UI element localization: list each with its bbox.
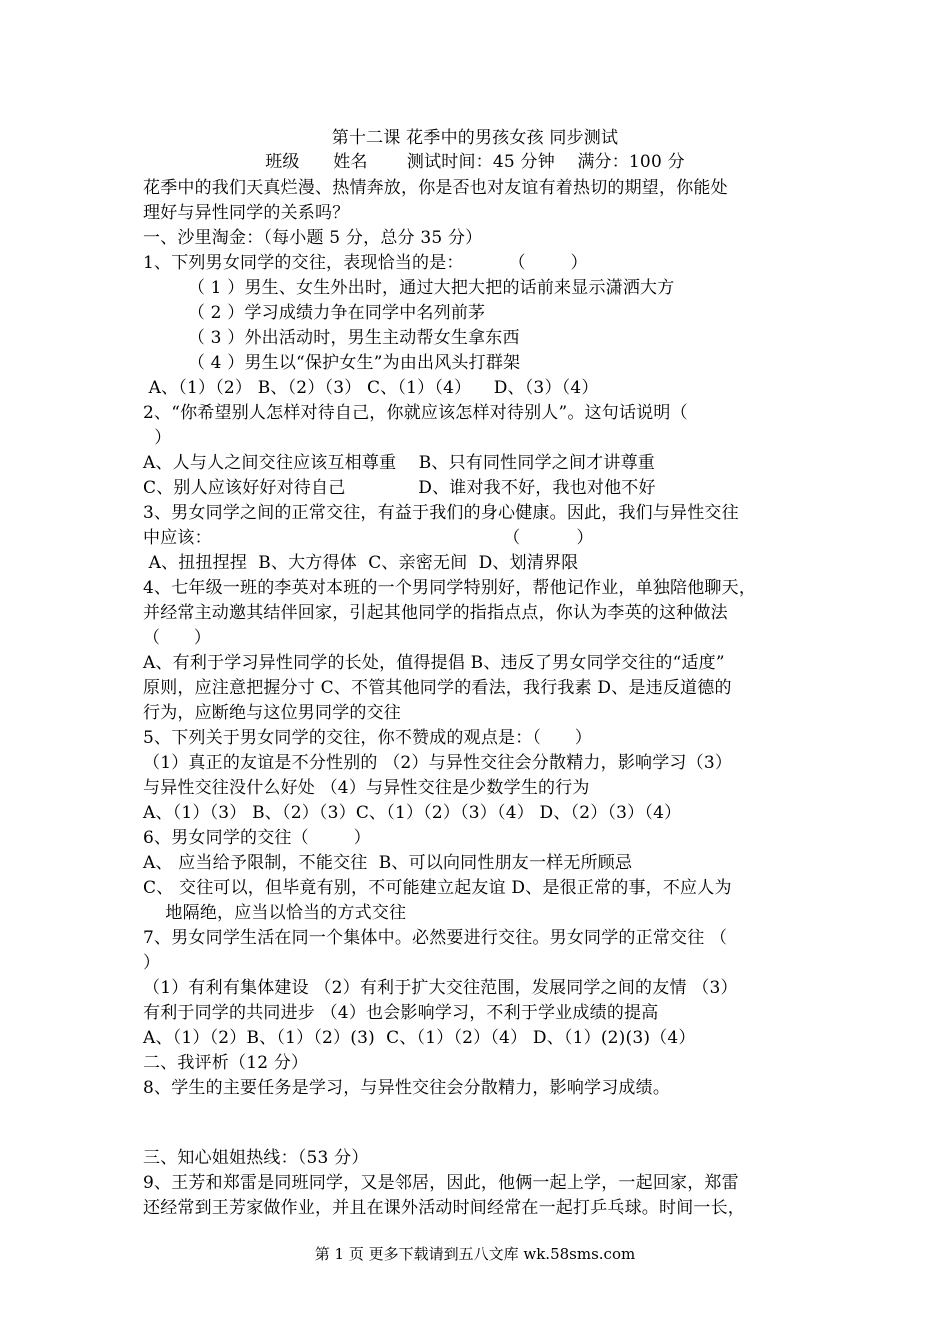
intro-line: 花季中的我们天真烂漫、热情奔放，你是否也对友谊有着热切的期望，你能处 — [143, 178, 728, 198]
answer-choices: 行为，应断绝与这位男同学的交往 — [143, 703, 401, 723]
section-heading: 一、沙里淘金：（每小题 5 分，总分 35 分） — [143, 228, 483, 248]
answer-choices: A、有利于学习异性同学的长处，值得提倡 B、违反了男女同学交往的“适度” — [143, 653, 725, 673]
question-line: 中应该： （ ） — [143, 528, 594, 548]
question-line: 1、下列男女同学的交往，表现恰当的是： （ ） — [143, 253, 588, 273]
question-line: ） — [143, 428, 172, 448]
answer-choices: C、 交往可以，但毕竟有别，不可能建立起友谊 D、是很正常的事，不应人为 — [143, 878, 732, 898]
option-line: （1）有利有集体建设 （2）有利于扩大交往范围，发展同学之间的友情 （3） — [143, 978, 738, 998]
question-line: 3、男女同学之间的正常交往，有益于我们的身心健康。因此，我们与异性交往 — [143, 503, 739, 523]
question-line: ） — [143, 953, 161, 973]
question-line: 9、王芳和郑雷是同班同学，又是邻居，因此，他俩一起上学，一起回家，郑雷 — [143, 1173, 739, 1193]
page-footer: 第 1 页 更多下载请到五八文库 wk.58sms.com — [314, 1245, 636, 1263]
answer-choices: A、扭扭捏捏 B、大方得体 C、亲密无间 D、划清界限 — [143, 553, 579, 573]
option-line: （ 3 ）外出活动时，男生主动帮女生拿东西 — [143, 328, 520, 348]
answer-choices: 原则，应注意把握分寸 C、不管其他同学的看法，我行我素 D、是违反道德的 — [143, 678, 732, 698]
header-info: 班级 姓名 测试时间：45 分钟 满分：100 分 — [265, 152, 685, 172]
answer-choices: A、（1）（3） B、（2）（3）C、（1）（2）（3）（4） D、（2）（3）（4） — [143, 803, 682, 823]
question-line: 4、七年级一班的李英对本班的一个男同学特别好，帮他记作业，单独陪他聊天， — [143, 578, 757, 598]
question-line: 6、男女同学的交往（ ） — [143, 828, 371, 848]
answer-choices: A、（1）（2）B、（1）（2）(3) C、（1）（2）（4） D、（1）(2)(3)（4） — [143, 1028, 696, 1048]
doc-title: 第十二课 花季中的男孩女孩 同步测试 — [331, 128, 619, 148]
option-line: 有利于同学的共同进步 （4）也会影响学习，不利于学业成绩的提高 — [143, 1003, 659, 1023]
question-line: 并经常主动邀其结伴回家，引起其他同学的指指点点，你认为李英的这种做法 — [143, 603, 728, 623]
section-heading: 三、知心姐姐热线：（53 分） — [143, 1148, 369, 1168]
option-line: （ 1 ）男生、女生外出时，通过大把大把的话前来显示潇洒大方 — [143, 278, 675, 298]
option-line: （ 2 ）学习成绩力争在同学中名列前茅 — [143, 303, 486, 323]
option-line: （1）真正的友谊是不分性别的 （2）与异性交往会分散精力，影响学习（3） — [143, 753, 733, 773]
question-line: 8、学生的主要任务是学习，与异性交往会分散精力，影响学习成绩。 — [143, 1078, 671, 1098]
question-line: （ ） — [143, 628, 212, 648]
option-line: 与异性交往没什么好处 （4）与异性交往是少数学生的行为 — [143, 778, 590, 798]
question-line: 还经常到王芳家做作业，并且在课外活动时间经常在一起打乒乓球。时间一长， — [143, 1198, 745, 1218]
question-line: 5、下列关于男女同学的交往，你不赞成的观点是：（ ） — [143, 728, 592, 748]
question-line: 2、“你希望别人怎样对待自己，你就应该怎样对待别人”。这句话说明（ — [143, 403, 688, 423]
answer-choices: A、人与人之间交往应该互相尊重 B、只有同性同学之间才讲尊重 — [143, 453, 655, 473]
answer-choices: A、（1）（2） B、（2）（3） C、（1）（4） D、（3）（4） — [143, 378, 599, 398]
answer-choices: C、别人应该好好对待自己 D、谁对我不好，我也对他不好 — [143, 478, 656, 498]
answer-choices: 地隔绝，应当以恰当的方式交往 — [143, 903, 407, 923]
section-heading: 二、我评析（12 分） — [143, 1053, 309, 1073]
option-line: （ 4 ）男生以“保护女生”为由出风头打群架 — [143, 353, 521, 373]
answer-choices: A、 应当给予限制，不能交往 B、可以向同性朋友一样无所顾忌 — [143, 853, 633, 873]
intro-line: 理好与异性同学的关系吗？ — [143, 203, 350, 223]
question-line: 7、男女同学生活在同一个集体中。必然要进行交往。男女同学的正常交往 （ — [143, 928, 728, 948]
